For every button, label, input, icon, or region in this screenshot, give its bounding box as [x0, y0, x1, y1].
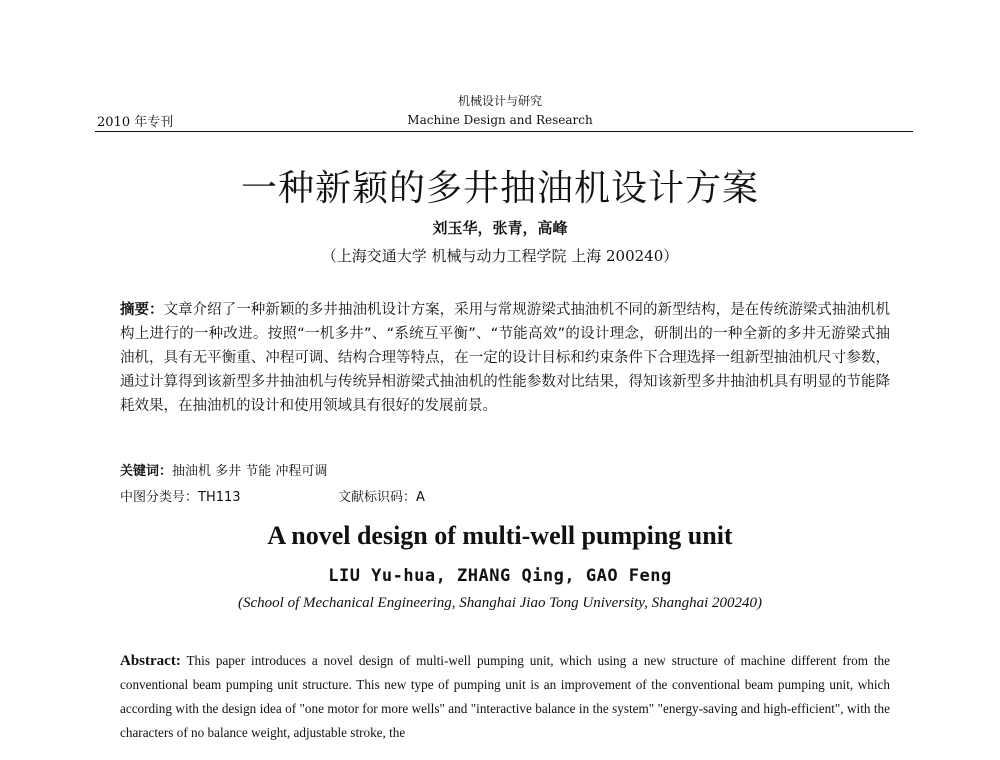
- paper-title-cn: 一种新颖的多井抽油机设计方案: [240, 168, 759, 209]
- doc-code: [338, 486, 425, 505]
- abstract-en-label: Abstract:: [120, 653, 181, 669]
- doc-value: A: [416, 490, 425, 505]
- abstract-en: [120, 649, 890, 745]
- class-number: [120, 490, 241, 505]
- keywords-label: 关键词：: [120, 464, 173, 479]
- abstract-cn-text: 文章介绍了一种新颖的多井抽油机设计方案，采用与常规游梁式抽油机不同的新型结构，是在传统游梁式抽油机机构上进行的一种改进。按照“一机多井”、“系统互平衡”、“节能高效”的设计理念，研制出的一种全新的多井无游梁式抽油机，具有无平衡重、冲程可调、结构合理等特点，在一定的设计目标和约束条件下合理选择一组新型抽油机尺寸参数，通过计算得到该新型多井抽油机与传统异相游梁式抽油机的性能参数对比结果，得知该新型多井抽油机具有明显的节能降耗效果，在抽油机的设计和使用领域具有很好的发展前景。: [120, 302, 891, 414]
- doc-label: 文献标识码：: [338, 490, 417, 505]
- journal-title-en: Machine Design and Research: [407, 113, 593, 127]
- class-label: 中图分类号：: [120, 490, 199, 505]
- affiliation-en: (School of Mechanical Engineering, Shanghai Jiao Tong University, Shanghai 200240): [238, 595, 762, 611]
- affiliation-cn: （上海交通大学 机械与动力工程学院 上海 200240）: [321, 247, 679, 265]
- header-divider: [95, 131, 913, 132]
- abstract-cn: [120, 298, 890, 418]
- header-journal: [380, 92, 620, 130]
- classification-line: [120, 486, 620, 505]
- authors-en: LIU Yu-hua, ZHANG Qing, GAO Feng: [328, 566, 672, 586]
- keywords-text: 抽油机 多井 节能 冲程可调: [172, 464, 328, 479]
- abstract-cn-label: 摘要：: [120, 302, 164, 318]
- journal-title-cn: 机械设计与研究: [457, 94, 542, 108]
- paper-title-en: A novel design of multi-well pumping unit: [267, 521, 733, 550]
- header-issue: 2010 年专刊: [97, 115, 174, 130]
- class-value: TH113: [198, 490, 241, 505]
- authors-cn: 刘玉华，张青，高峰: [432, 219, 568, 237]
- abstract-en-text: This paper introduces a novel design of multi-well pumping unit, which using a new structure of machine different from the conventional beam pumping unit structure. This new type of pumping unit is an improvement of the conventional beam pumping unit, which according with the design idea of "one motor for more wells" and "interactive balance in the system" "energy-saving and high-efficient", with the characters of no balance weight, adjustable stroke, the: [120, 653, 890, 740]
- keywords-cn: [120, 460, 890, 479]
